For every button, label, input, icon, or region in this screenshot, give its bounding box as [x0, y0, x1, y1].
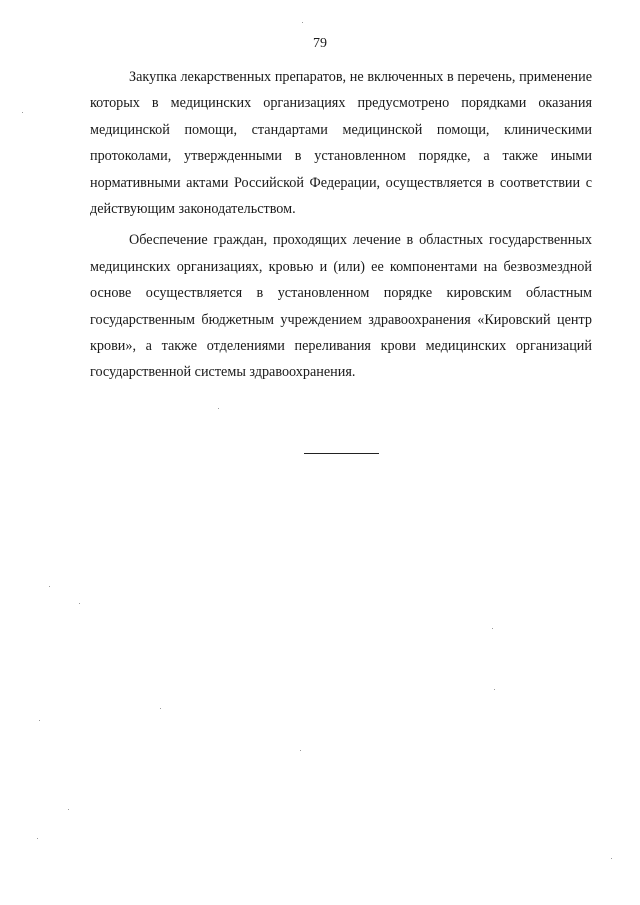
scan-speck [300, 750, 301, 751]
paragraph-blood-supply: Обеспечение граждан, проходящих лечение в областных государственных медицинских организациях, кровью и (или) ее компонентами на безвозмездной основе осуществляется в установленном порядке кировским областным государственным бюджетным учреждением здравоохранения «Кировский центр крови», а также отделениями переливания крови медицинских организаций государственной системы здравоохранения. [90, 232, 592, 381]
scan-speck [39, 720, 40, 721]
scan-speck [68, 809, 69, 810]
scan-speck [494, 689, 495, 690]
scan-speck [79, 603, 80, 604]
scan-speck [492, 628, 493, 629]
scan-speck [160, 708, 161, 709]
scan-speck [302, 22, 303, 23]
scan-speck [218, 408, 219, 409]
end-separator-line [304, 453, 379, 454]
paragraph-drug-procurement: Закупка лекарственных препаратов, не включенных в перечень, применение которых в медицинских организациях предусмотрено порядками оказания медицинской помощи, стандартами медицинской помощи, клиническими протоколами, утвержденными в установленном порядке, а также иными нормативными актами Российской Федерации, осуществляется в соответствии с действующим законодательством. [90, 69, 592, 218]
scan-speck [37, 838, 38, 839]
scan-speck [611, 858, 612, 859]
document-body [90, 64, 592, 386]
scan-speck [49, 586, 50, 587]
page-number: 79 [313, 36, 327, 51]
scan-speck [22, 112, 23, 113]
